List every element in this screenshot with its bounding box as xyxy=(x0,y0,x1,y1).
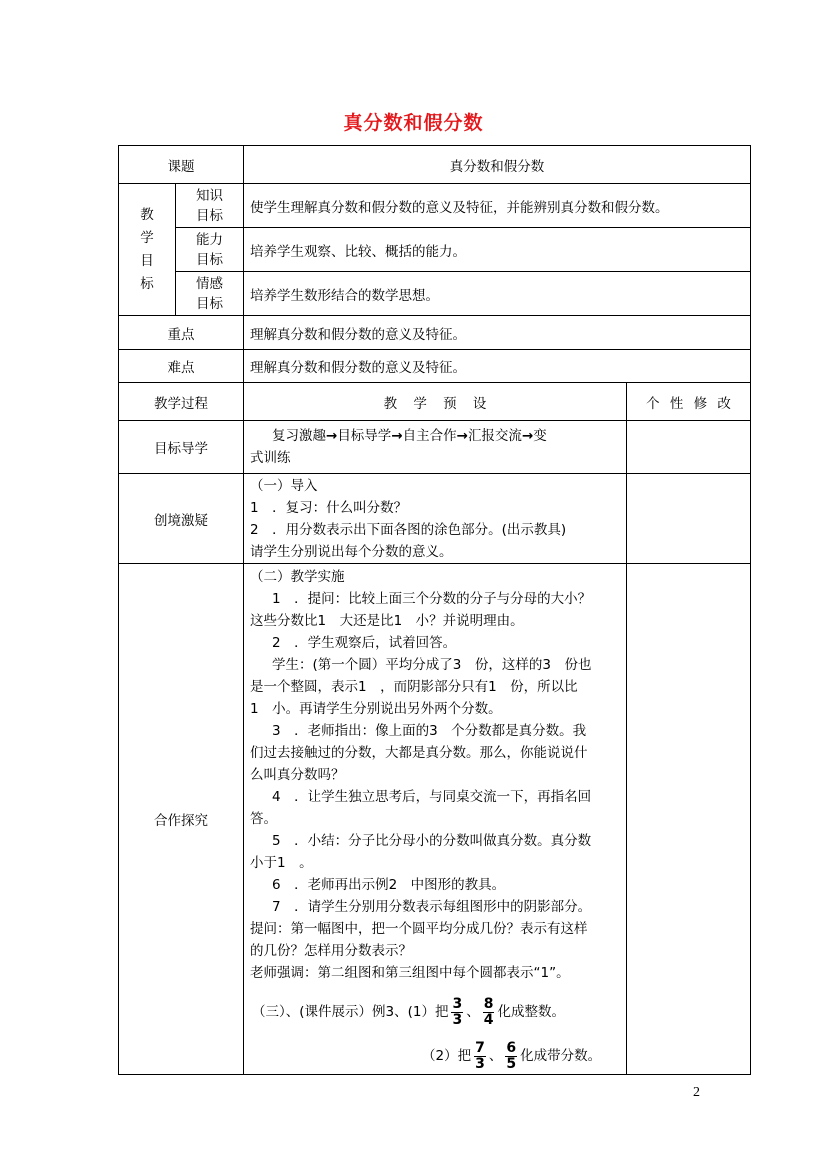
page-title: 真分数和假分数 xyxy=(343,112,484,134)
guide-step: 目标导学 xyxy=(337,428,392,444)
guide-notes xyxy=(627,421,751,474)
objective-row-ability xyxy=(119,228,751,272)
arrow-right-icon: → xyxy=(391,428,403,444)
guide-flow xyxy=(244,421,627,474)
process-label: 教学过程 xyxy=(119,383,244,421)
topic-label: 课题 xyxy=(119,146,244,184)
difficulty-label: 难点 xyxy=(119,350,244,383)
difficulty-text: 理解真分数和假分数的意义及特征。 xyxy=(244,350,751,383)
key-point-row xyxy=(119,316,751,350)
explore-line: 答。 xyxy=(250,811,277,827)
guide-label: 目标导学 xyxy=(119,421,244,474)
guide-step: 变 xyxy=(533,428,547,444)
guide-step: 汇报交流 xyxy=(467,428,522,444)
explore-line: 老师强调：第二组图和第三组图中每个圆都表示“1”。 xyxy=(250,965,570,981)
explore-line: 2 ．学生观察后，试着回答。 xyxy=(272,635,457,651)
process-header-row xyxy=(119,383,751,421)
explore-line: 们过去接触过的分数，大都是真分数。那么，你能说说什 xyxy=(250,745,588,761)
guide-step: 自主合作 xyxy=(402,428,457,444)
objective-row-emotion xyxy=(119,272,751,316)
scenario-notes xyxy=(627,474,751,564)
key-point-text: 理解真分数和假分数的意义及特征。 xyxy=(244,316,751,350)
fraction: $\frac{8}{4}$ xyxy=(483,995,494,1028)
fraction: $\frac{7}{3}$ xyxy=(475,1039,485,1072)
lesson-plan-table xyxy=(118,145,751,1075)
objective-text-emotion: 培养学生数形结合的数学思想。 xyxy=(244,272,751,316)
arrow-right-icon: → xyxy=(326,428,338,444)
scenario-content xyxy=(244,474,627,564)
explore-content xyxy=(244,564,627,1075)
topic-value: 真分数和假分数 xyxy=(244,146,751,184)
notes-header: 个 性 修 改 xyxy=(627,383,751,421)
explore-lines xyxy=(250,566,620,984)
explore-line: 1 ．提问：比较上面三个分数的分子与分母的大小？ xyxy=(272,591,592,607)
objective-label-ability: 能力 目标 xyxy=(176,228,244,272)
explore-line: （二）教学实施 xyxy=(250,569,345,585)
explore-line: 的几份？怎样用分数表示？ xyxy=(250,943,412,959)
explore-line: 么叫真分数吗？ xyxy=(250,767,345,783)
explore-line: 7 ．请学生分别用分数表示每组图形中的阴影部分。 xyxy=(272,899,592,915)
arrow-right-icon: → xyxy=(456,428,468,444)
explore-line: 3 ．老师指出：像上面的3 个分数都是真分数。我 xyxy=(272,723,587,739)
explore-label: 合作探究 xyxy=(119,564,244,1075)
explore-line: 1 小。再请学生分别说出另外两个分数。 xyxy=(250,701,502,717)
explore-line: 6 ．老师再出示例2 中图形的教具。 xyxy=(272,877,506,893)
scenario-line: 请学生分别说出每个分数的意义。 xyxy=(250,543,453,560)
difficulty-row xyxy=(119,350,751,383)
objective-label-knowledge: 知识 目标 xyxy=(176,184,244,228)
guide-step: 复习激趣 xyxy=(272,428,326,444)
explore-line: 提问：第一幅图中，把一个圆平均分成几份？表示有这样 xyxy=(250,921,588,937)
scenario-line: 1 ．复习：什么叫分数？ xyxy=(250,499,408,516)
objective-text-ability: 培养学生观察、比较、概括的能力。 xyxy=(244,228,751,272)
key-point-label: 重点 xyxy=(119,316,244,350)
explore-row xyxy=(119,564,751,1075)
explore-line: 学生：(第一个圆）平均分成了3 份，这样的3 份也 xyxy=(272,657,592,673)
arrow-right-icon: → xyxy=(521,428,534,444)
objectives-group-label: 教 学 目 标 xyxy=(119,184,176,316)
explore-line: 这些分数比1 大还是比1 小？并说明理由。 xyxy=(250,613,524,629)
explore-line: 小于1 。 xyxy=(250,855,313,871)
objective-row-knowledge xyxy=(119,184,751,228)
scenario-line: （一）导入 xyxy=(250,477,318,494)
example-2: （2）把 $\frac{7}{3}$ 、 $\frac{6}{5}$ 化成带分数。 xyxy=(422,1039,602,1072)
topic-row xyxy=(119,146,751,184)
design-header: 教 学 预 设 xyxy=(244,383,627,421)
guide-tail: 式训练 xyxy=(250,450,291,466)
explore-line: 是一个整圆，表示1 ，而阴影部分只有1 份，所以比 xyxy=(250,679,578,695)
explore-line: 5 ．小结：分子比分母小的分数叫做真分数。真分数 xyxy=(272,833,592,849)
scenario-line: 2 ．用分数表示出下面各图的涂色部分。(出示教具) xyxy=(250,521,567,538)
example-1: （三）、(课件展示）例3、(1）把 $\frac{3}{3}$ 、 $\frac{8}{4}$ 化成整数。 xyxy=(252,995,565,1028)
objective-text-knowledge: 使学生理解真分数和假分数的意义及特征，并能辨别真分数和假分数。 xyxy=(244,184,751,228)
scenario-label: 创境激疑 xyxy=(119,474,244,564)
explore-notes xyxy=(627,564,751,1075)
fraction: $\frac{6}{5}$ xyxy=(506,1039,517,1072)
objective-label-emotion: 情感 目标 xyxy=(176,272,244,316)
scenario-row xyxy=(119,474,751,564)
page-number: 2 xyxy=(693,1085,700,1100)
guide-row xyxy=(119,421,751,474)
explore-line: 4 ．让学生独立思考后，与同桌交流一下，再指名回 xyxy=(272,789,592,805)
fraction: $\frac{3}{3}$ xyxy=(452,995,463,1028)
